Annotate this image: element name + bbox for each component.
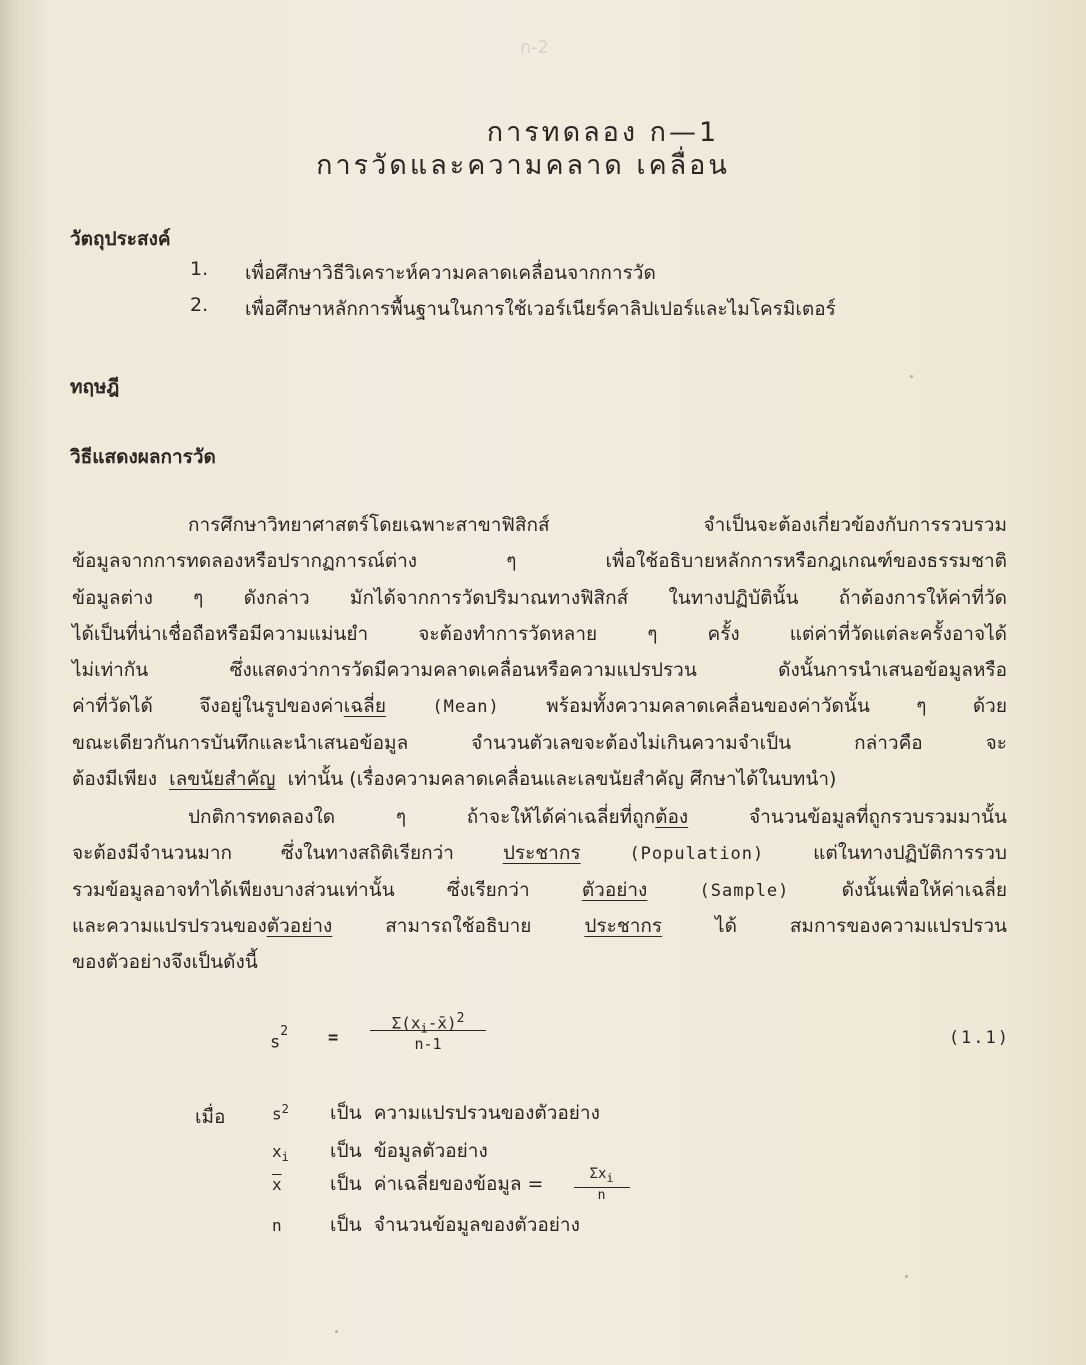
text-line: ขณะเดียวกันการบันทึกและนำเสนอข้อมูล จำนวนตัวเลขจะต้องไม่เกินความจำเป็น กล่าวคือ จะ: [72, 731, 1007, 754]
paper-speck: [910, 375, 913, 378]
paragraph-measurement: [72, 507, 1007, 797]
latin-term: (Mean): [432, 697, 500, 718]
definition-row: [272, 1136, 488, 1166]
objective-text: เพื่อศึกษาหลักการพื้นฐานในการใช้เวอร์เนียร์คาลิปเปอร์และไมโครมิเตอร์: [245, 298, 836, 320]
text-line: [72, 872, 1007, 908]
variance-equation: [270, 1000, 1010, 1070]
equation-lhs: $s^2$: [270, 1024, 289, 1053]
experiment-subtitle: การวัดและความคลาด เคลื่อน: [316, 150, 730, 181]
verb: เป็น: [330, 1172, 362, 1195]
text-span: ดังนั้นเพื่อให้ค่าเฉลี่ย: [841, 878, 1008, 901]
objective-text: เพื่อศึกษาวิธีวิเคราะห์ความคลาดเคลื่อนจากการวัด: [245, 262, 656, 284]
verb: เป็น: [330, 1140, 362, 1162]
latin-term: (Population): [629, 844, 765, 865]
paper-speck: [905, 1275, 908, 1278]
definition-text: ความแปรปรวนของตัวอย่าง: [373, 1102, 600, 1124]
text-span: ค่าที่วัดได้ จึงอยู่ในรูปของค่า: [72, 695, 344, 718]
bleed-through-text: ก-2: [520, 37, 549, 58]
objectives-heading: วัตถุประสงค์: [70, 228, 171, 250]
text-line: ไม่เท่ากัน ซึ่งแสดงว่าการวัดมีความคลาดเคลื่อนหรือความแปรปรวน ดังนั้นการนำเสนอข้อมูลหรือ: [72, 659, 1007, 682]
experiment-title: การทดลอง ก—1: [486, 117, 720, 148]
paper-speck: [335, 1330, 338, 1333]
symbol: $x_i$: [272, 1142, 289, 1165]
text-span: พร้อมทั้งความคลาดเคลื่อนของค่าวัดนั้น ๆ ด้วย: [546, 695, 1007, 718]
where-label: เมื่อ: [195, 1106, 226, 1128]
mean-fraction: $\frac{\Sigma x_i}{n}$: [574, 1166, 630, 1203]
text-line: ของตัวอย่างจึงเป็นดังนี้: [72, 951, 258, 974]
symbol: n: [272, 1216, 282, 1235]
verb: เป็น: [330, 1102, 362, 1124]
text-span: ต้องมีเพียง: [72, 768, 157, 791]
theory-heading: ทฤษฎี: [70, 376, 120, 398]
symbol: $\overline{x}$: [272, 1174, 282, 1194]
equation-fraction: [370, 1000, 486, 1053]
text-line: การศึกษาวิทยาศาสตร์โดยเฉพาะสาขาฟิสิกส์ จำเป็นจะต้องเกี่ยวข้องกับการรวบรวม: [188, 514, 1007, 536]
objective-number: 1.: [190, 258, 209, 280]
latin-term: (Sample): [699, 880, 790, 901]
text-line: [72, 835, 1007, 871]
text-span: จะต้องมีจำนวนมาก ซึ่งในทางสถิติเรียกว่า: [72, 842, 454, 865]
text-line: [72, 688, 1007, 724]
text-line: ข้อมูลต่าง ๆ ดังกล่าว มักได้จากการวัดปริมาณทางฟิสิกส์ ในทางปฏิบัตินั้น ถ้าต้องการให้ค่าที่วัด: [72, 586, 1007, 609]
underlined-term: ต้อง: [655, 806, 689, 828]
symbol: $s^2$: [272, 1101, 289, 1123]
definition-text: ข้อมูลตัวอย่าง: [373, 1140, 488, 1162]
definition-row: [272, 1210, 580, 1240]
verb: เป็น: [330, 1214, 362, 1236]
underlined-term: ประชากร: [584, 914, 663, 937]
text-span: รวมข้อมูลอาจทำได้เพียงบางส่วนเท่านั้น ซึ่งเรียกว่า: [72, 878, 530, 901]
text-span: จำนวนข้อมูลที่ถูกรวบรวมมานั้น: [748, 806, 1007, 828]
equation-number: (1.1): [948, 1028, 1010, 1048]
objective-number: 2.: [190, 294, 209, 316]
underlined-term: เฉลี่ย: [343, 695, 386, 718]
text-span: เท่านั้น (เรื่องความคลาดเคลื่อนและเลขนัยสำคัญ ศึกษาได้ในบทนำ): [287, 768, 837, 791]
text-line: ข้อมูลจากการทดลองหรือปรากฏการณ์ต่าง ๆ เพื่อใช้อธิบายหลักการหรือกฎเกณฑ์ของธรรมชาติ: [72, 550, 1007, 573]
text-span: แต่ในทางปฏิบัติการรวบ: [813, 842, 1007, 865]
text-span: และความแปรปรวนของ: [72, 914, 267, 937]
equals-sign: =: [328, 1028, 339, 1048]
definition-row: [272, 1166, 630, 1203]
paragraph-population: [72, 799, 1007, 980]
numerator: $\Sigma(x_i-x̄)^2$: [391, 1011, 465, 1036]
text-line: [72, 799, 1007, 835]
underlined-term: ตัวอย่าง: [581, 878, 648, 901]
text-span: สามารถใช้อธิบาย: [385, 914, 532, 937]
text-line: [72, 908, 1007, 944]
text-line: ได้เป็นที่น่าเชื่อถือหรือมีความแม่นยำ จะต้องทำการวัดหลาย ๆ ครั้ง แต่ค่าที่วัดแต่ละครั้งอาจได้: [72, 622, 1007, 645]
underlined-term: ตัวอย่าง: [266, 914, 333, 937]
text-span: ได้ สมการของความแปรปรวน: [715, 914, 1008, 937]
text-span: ปกติการทดลองใด ๆ ถ้าจะให้ได้ค่าเฉลี่ยที่ถูก: [188, 806, 656, 828]
denominator: n-1: [414, 1035, 442, 1053]
definition-text: ค่าเฉลี่ยของข้อมูล =: [373, 1172, 544, 1195]
text-line: [72, 761, 1007, 797]
theory-subheading: วิธีแสดงผลการวัด: [70, 446, 216, 468]
underlined-term: ประชากร: [502, 842, 581, 865]
underlined-term: เลขนัยสำคัญ: [169, 768, 276, 791]
definition-row: [272, 1098, 600, 1128]
definition-text: จำนวนข้อมูลของตัวอย่าง: [373, 1214, 580, 1236]
